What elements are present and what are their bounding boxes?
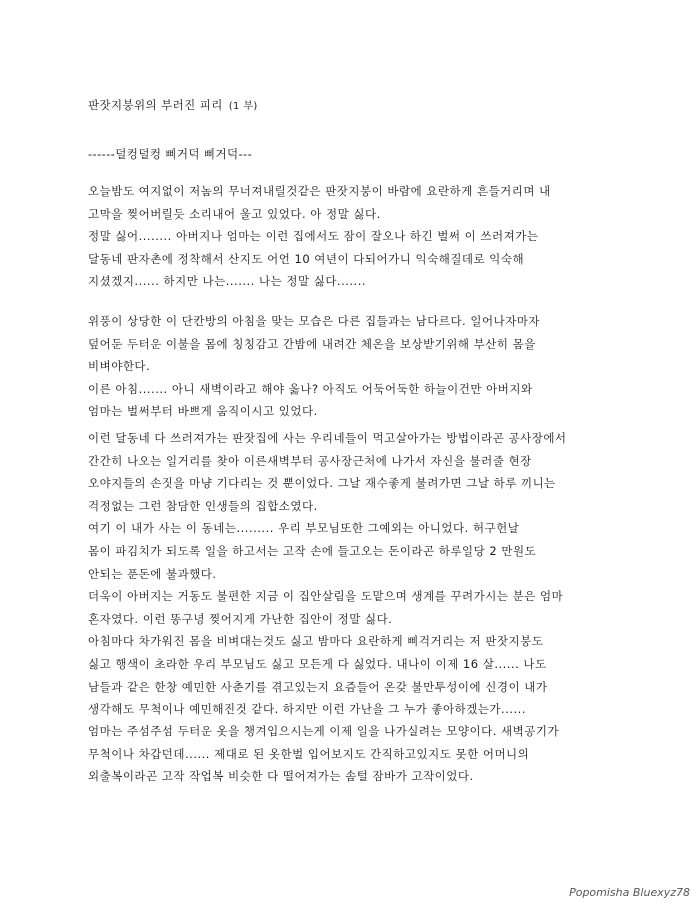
title-text: 판잣지붕위의 부러진 피리 <box>88 98 223 112</box>
text-line: 오야지들의 손짓을 마냥 기다리는 것 뿐이었다. 그날 재수좋게 불려가면 그날 하루 끼니는 <box>88 476 556 491</box>
text-line: 남들과 같은 한창 예민한 사춘기를 겪고있는지 요즘들어 온갖 불만투성이에 신경이 내가 <box>88 679 548 694</box>
text-line: 오늘밤도 여지없이 저놈의 무너져내릴것같은 판잣지붕이 바람에 요란하게 흔들거리며 내 <box>88 184 551 198</box>
text-line: 몸이 파김치가 되도록 일을 하고서는 고작 손에 들고오는 돈이라곤 하루일당 2 만원도 <box>88 543 537 558</box>
text-line: 이런 달동네 다 쓰러져가는 판잣집에 사는 우리네들이 먹고살아가는 방법이라곤 공사장에서 <box>88 431 567 445</box>
text-line: 혼자였다. 이런 똥구녕 찢어지게 가난한 집안이 정말 싫다. <box>88 611 393 626</box>
text-line: 아침마다 차가워진 몸을 비벼대는것도 싫고 밤마다 요란하게 삐걱거리는 저 판잣지붕도 <box>88 634 544 649</box>
text-line: 여기 이 내가 사는 이 동네는......... 우리 부모님또한 그예외는 아니었다. 허구헌날 <box>88 521 520 536</box>
text-line: 이른 아침....... 아니 새벽이라고 해야 옳나? 아직도 어둑어둑한 하늘이건만 아버지와 <box>88 381 533 396</box>
paragraph-3 <box>88 427 648 721</box>
text-line: 덮어둔 두터운 이불을 몸에 칭칭감고 간밤에 내려간 체온을 보상받기위해 부산히 몸을 <box>88 336 536 351</box>
text-line: 고막을 찢어버릴듯 소리내어 울고 있었다. 아 정말 싫다. <box>88 206 381 221</box>
text-line: 무척이나 차갑던데...... 제대로 된 옷한벌 입어보지도 간직하고있지도 못한 어머니의 <box>88 746 530 761</box>
text-line: 달동네 판자촌에 정착해서 산지도 어언 10 여년이 다되어가니 익숙해질데로 익숙해 <box>88 251 525 266</box>
document-title <box>88 97 258 113</box>
text-line: 더욱이 아버지는 거동도 불편한 지금 이 집안살림을 도맡으며 생계를 꾸려가시는 분은 엄마 <box>88 589 564 604</box>
paragraph-4 <box>88 720 648 788</box>
text-line: 정말 싫어........ 아버지나 엄마는 이런 집에서도 잠이 잘오나 하긴 벌써 이 쓰러져가는 <box>88 229 539 244</box>
text-line: 외출복이라곤 고작 작업복 비슷한 다 떨어져가는 솜털 잠바가 고작이었다. <box>88 769 474 784</box>
paragraph-2 <box>88 310 648 423</box>
volume-label: (1 부) <box>228 101 258 112</box>
text-line: 생각해도 무척이나 예민해진것 같다. 하지만 이런 가난을 그 누가 좋아하겠는가...... <box>88 702 526 717</box>
text-line: 비벼야한다. <box>88 359 151 374</box>
paragraph-1 <box>88 180 648 293</box>
document-subtitle: ------덜컹덜컹 삐거덕 삐거덕--- <box>88 147 253 161</box>
text-line: 걱정없는 그런 참담한 인생들의 집합소였다. <box>88 498 318 513</box>
text-line: 지셨겠지...... 하지만 나는....... 나는 정말 싫다....... <box>88 274 367 289</box>
watermark: Popomisha Bluexyz78 <box>569 886 690 899</box>
text-line: 안되는 푼돈에 불과했다. <box>88 566 217 581</box>
text-line: 위풍이 상당한 이 단칸방의 아침을 맞는 모습은 다른 집들과는 남다르다. 일어나자마자 <box>88 314 541 328</box>
text-line: 엄마는 주섬주섬 두터운 옷을 챙겨입으시는게 이제 일을 나가실려는 모양이다. 새벽공기가 <box>88 724 560 738</box>
text-line: 싫고 행색이 초라한 우리 부모님도 싫고 모든게 다 싫었다. 내나이 이제 16 살...... 나도 <box>88 656 547 671</box>
text-line: 간간히 나오는 일거리를 찾아 이른새벽부터 공사장근처에 나가서 자신을 불러줄 현장 <box>88 453 532 468</box>
text-line: 엄마는 벌써부터 바쁘게 움직이시고 있었다. <box>88 404 318 419</box>
